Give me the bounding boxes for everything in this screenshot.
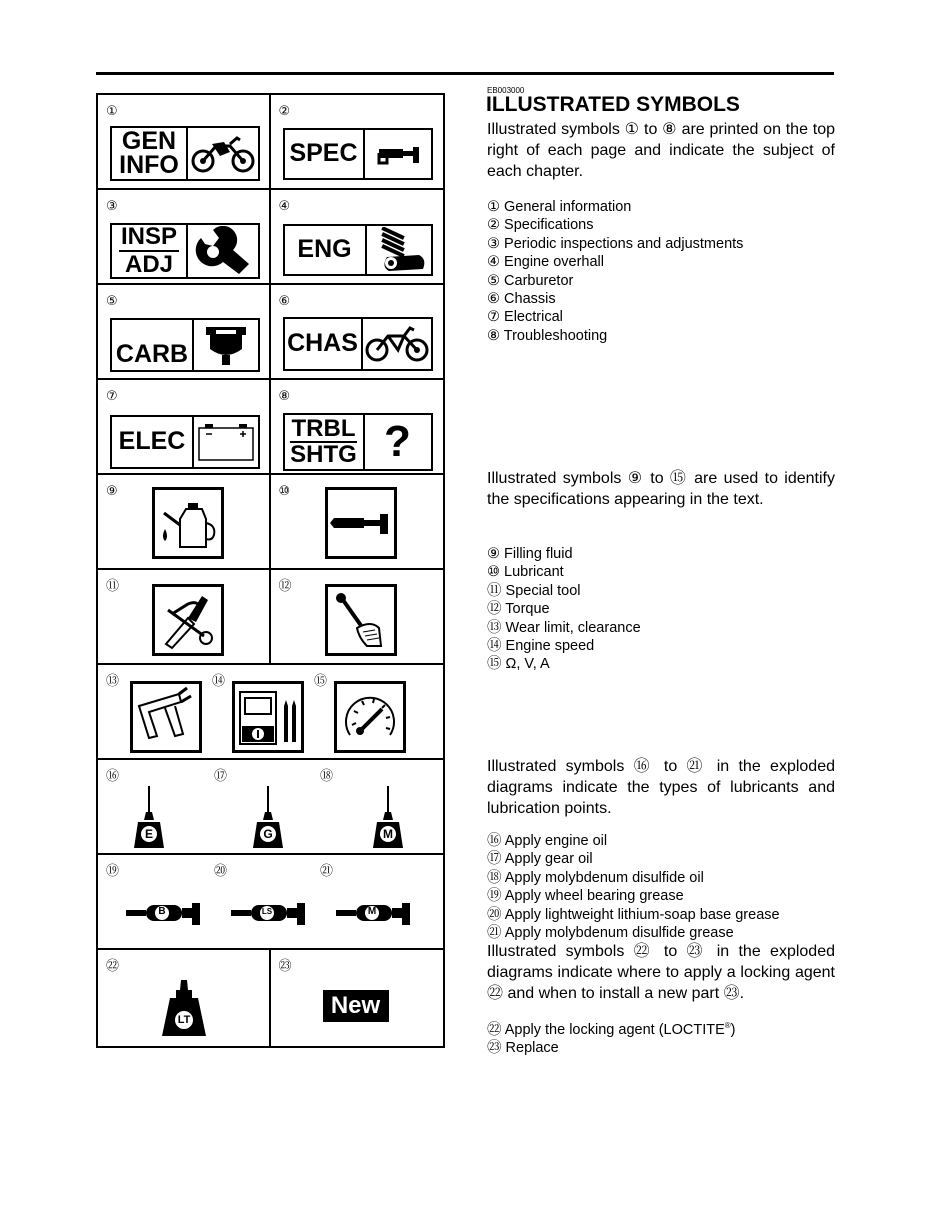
lubricant-gun-icon <box>325 487 397 559</box>
list-item: ⑰ Apply gear oil <box>487 851 593 868</box>
tachometer-icon <box>334 681 406 753</box>
symbol-number: ② <box>278 103 291 118</box>
symbol-number: ⑱ <box>320 768 334 783</box>
symbol-number: ⑰ <box>214 768 228 783</box>
grid-row-2 <box>98 190 443 285</box>
list-item: ⑥ Chassis <box>487 291 556 308</box>
symbol-cell-6 <box>271 285 444 378</box>
symbol-number: ③ <box>106 198 118 213</box>
grid-row-10 <box>98 950 443 1046</box>
list-item: ⑦ Electrical <box>487 309 563 326</box>
symbol-cell-16-18 <box>98 760 443 853</box>
symbol-number: ⑬ <box>106 673 120 688</box>
section4-list <box>487 1017 736 1058</box>
grease-letter: M <box>367 906 377 917</box>
symbol-cell-9 <box>98 475 271 568</box>
symbol-number: ⑦ <box>106 388 118 403</box>
wheel-bearing-grease-icon <box>126 901 204 925</box>
gen-info-badge <box>110 126 260 181</box>
badge-text: INSP <box>120 222 177 250</box>
list-item: ⑪ Special tool <box>487 582 581 599</box>
symbol-number: ㉓ <box>278 958 292 973</box>
symbol-number: ㉒ <box>106 958 120 973</box>
wrench-icon <box>188 225 258 277</box>
section3-intro: Illustrated symbols ⑯ to ㉑ in the exploded diagrams indicate the types of lubricants and lubrication points. <box>487 758 835 817</box>
eng-badge <box>283 224 433 276</box>
symbol-cell-13-15 <box>98 665 443 758</box>
list-item: ⑱ Apply molybdenum disulfide oil <box>487 869 704 886</box>
badge-text: CARB <box>115 340 189 369</box>
section1-list <box>487 198 743 345</box>
loctite-text: ㉒ Apply the locking agent (LOCTITE <box>487 1021 725 1038</box>
symbol-cell-11 <box>98 570 271 663</box>
motorcycle-icon <box>188 128 258 179</box>
document-code: EB003000 <box>487 86 525 95</box>
symbol-cell-1 <box>98 95 271 188</box>
symbol-cell-5 <box>98 285 271 378</box>
grid-row-7 <box>98 665 443 760</box>
gear-oil-bottle-icon <box>251 786 285 850</box>
badge-text: ENG <box>297 235 352 264</box>
symbol-cell-12 <box>271 570 444 663</box>
page-title: ILLUSTRATED SYMBOLS <box>486 93 740 116</box>
section3-list <box>487 832 780 942</box>
list-item: ⑬ Wear limit, clearance <box>487 619 641 636</box>
oil-can-icon <box>152 487 224 559</box>
oil-letter: E <box>144 827 153 841</box>
grid-row-9 <box>98 855 443 950</box>
section2-list <box>487 545 641 674</box>
symbol-number: ④ <box>278 198 291 213</box>
symbol-number: ⑪ <box>106 578 120 593</box>
oil-letter: M <box>383 827 393 841</box>
badge-text: GEN <box>121 126 177 155</box>
symbol-cell-10 <box>271 475 444 568</box>
new-label: New <box>330 992 381 1019</box>
list-item: ③ Periodic inspections and adjustments <box>487 235 744 252</box>
symbol-cell-4 <box>271 190 444 283</box>
list-item <box>487 1017 736 1039</box>
special-tool-icon <box>152 584 224 656</box>
locking-agent-bottle-icon <box>160 980 208 1038</box>
multimeter-icon <box>232 681 304 753</box>
insp-adj-badge <box>110 223 260 279</box>
badge-text: ADJ <box>124 250 173 278</box>
symbol-cell-2 <box>271 95 444 188</box>
grid-row-1 <box>98 95 443 190</box>
list-item: ⑫ Torque <box>487 601 550 618</box>
symbol-cell-19-21 <box>98 855 443 948</box>
list-item: ⑨ Filling fluid <box>487 546 573 562</box>
carburetor-icon <box>194 320 258 370</box>
symbol-number: ⑨ <box>106 483 118 498</box>
grease-gun-icon <box>365 130 431 178</box>
list-item: ⑳ Apply lightweight lithium-soap base grease <box>487 906 780 923</box>
engine-oil-bottle-icon <box>132 786 166 850</box>
symbol-cell-7 <box>98 380 271 473</box>
list-item: ⑮ Ω, V, A <box>487 656 550 673</box>
list-item: ⑩ Lubricant <box>487 564 564 581</box>
badge-text: TRBL <box>291 414 356 442</box>
list-item: ① General information <box>487 199 632 215</box>
carb-badge <box>110 318 260 372</box>
grid-row-4 <box>98 380 443 475</box>
symbol-number: ⑫ <box>278 578 292 593</box>
symbol-number: ㉑ <box>320 863 334 878</box>
grid-row-5 <box>98 475 443 570</box>
symbol-number: ⑭ <box>212 673 226 688</box>
question-glyph: ? <box>384 417 411 466</box>
badge-text: SPEC <box>289 139 358 168</box>
grid-row-6 <box>98 570 443 665</box>
engine-icon <box>367 226 431 274</box>
badge-text: INFO <box>119 150 179 179</box>
list-item: ㉑ Apply molybdenum disulfide grease <box>487 925 734 942</box>
list-item: ㉓ Replace <box>487 1040 559 1057</box>
grease-letter: B <box>158 906 166 917</box>
badge-text: CHAS <box>287 329 358 358</box>
lithium-grease-icon <box>231 901 309 925</box>
symbol-number: ⑧ <box>278 388 291 403</box>
elec-badge <box>110 415 260 469</box>
spec-badge <box>283 128 433 180</box>
grease-letter: LS <box>261 907 273 916</box>
badge-text: SHTG <box>290 440 357 468</box>
lt-letter: LT <box>177 1014 191 1026</box>
symbol-number: ⑯ <box>106 768 120 783</box>
symbol-number: ⑤ <box>106 293 118 308</box>
symbol-number: ⑮ <box>314 673 328 688</box>
battery-icon <box>194 417 258 467</box>
symbol-cell-8 <box>271 380 444 473</box>
symbol-number: ⑳ <box>214 863 228 878</box>
symbol-cell-3 <box>98 190 271 283</box>
badge-text: ELEC <box>118 427 186 456</box>
symbol-number: ⑩ <box>278 483 291 498</box>
section2-intro: Illustrated symbols ⑨ to ⑮ are used to identify the specifications appearing in the text. <box>487 470 835 508</box>
torque-wrench-icon <box>325 584 397 656</box>
registered-mark: ® <box>724 1021 731 1030</box>
header-rule <box>96 72 834 75</box>
grid-row-8 <box>98 760 443 855</box>
caliper-icon <box>130 681 202 753</box>
new-part-badge <box>323 990 389 1022</box>
symbol-grid <box>96 93 445 1048</box>
question-mark-icon <box>365 415 431 469</box>
closing-paren: ) <box>730 1021 736 1038</box>
list-item: ⑲ Apply wheel bearing grease <box>487 888 684 905</box>
moly-grease-icon <box>336 901 414 925</box>
section1-intro: Illustrated symbols ① to ⑧ are printed on the top right of each page and indicate the subject of each chapter. <box>487 121 835 180</box>
symbol-number: ① <box>106 103 118 118</box>
trbl-shtg-badge <box>283 413 433 471</box>
chassis-bike-icon <box>363 319 431 369</box>
list-item: ④ Engine overhall <box>487 254 604 271</box>
symbol-number: ⑥ <box>278 293 291 308</box>
oil-letter: G <box>263 827 273 841</box>
list-item: ⑭ Engine speed <box>487 638 595 655</box>
moly-oil-bottle-icon <box>371 786 405 850</box>
list-item: ② Specifications <box>487 217 594 234</box>
section4-intro: Illustrated symbols ㉒ to ㉓ in the exploded diagrams indicate where to apply a locking agent ㉒ and when to install a new part ㉓. <box>487 943 835 1002</box>
symbol-number: ⑲ <box>106 863 120 878</box>
symbol-cell-22 <box>98 950 271 1046</box>
list-item: ⑤ Carburetor <box>487 272 574 289</box>
symbol-cell-23 <box>271 950 444 1046</box>
chas-badge <box>283 317 433 371</box>
grid-row-3 <box>98 285 443 380</box>
list-item: ⑯ Apply engine oil <box>487 833 608 849</box>
list-item: ⑧ Troubleshooting <box>487 327 608 344</box>
